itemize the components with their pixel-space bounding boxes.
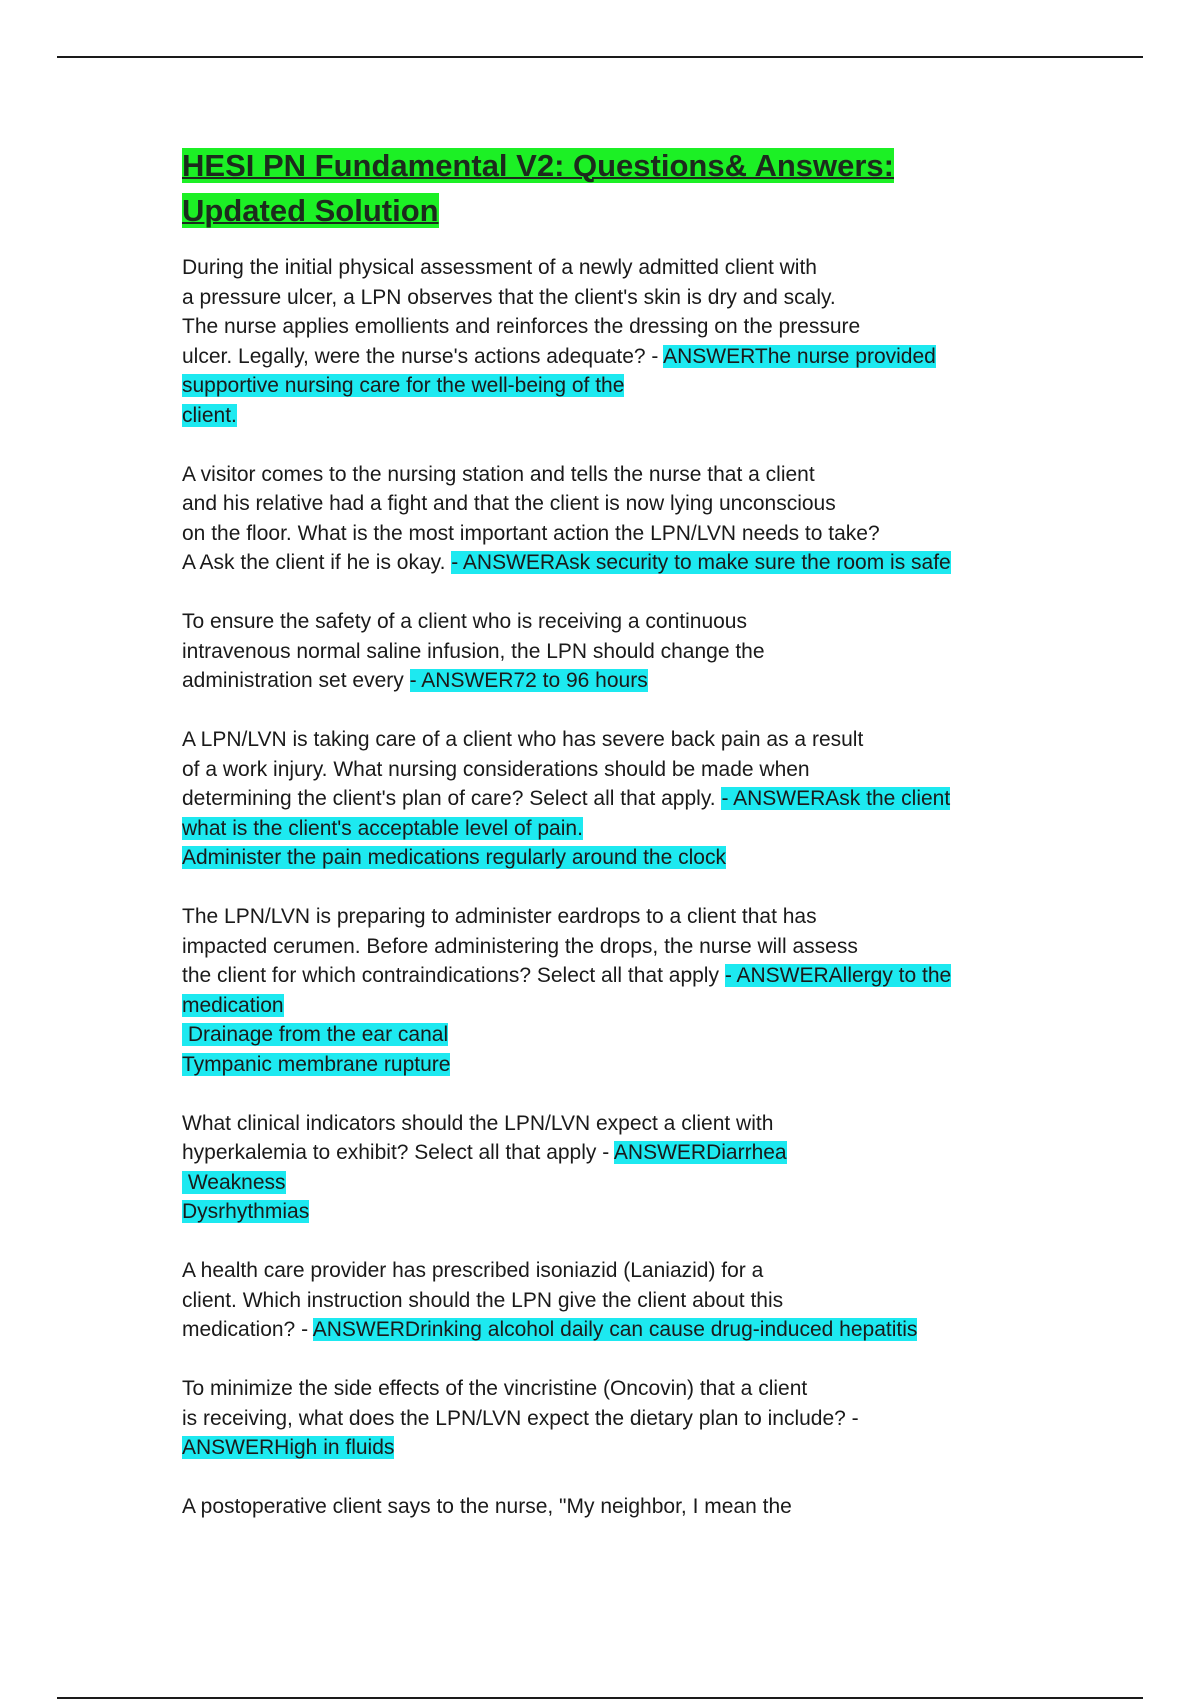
answer-text: Tympanic membrane rupture: [182, 1052, 451, 1076]
question-text: To ensure the safety of a client who is receiving a continuous: [182, 610, 747, 633]
qa-line: [182, 1315, 1032, 1345]
answer-text: - ANSWERAsk the client: [721, 787, 951, 810]
qa-line: [182, 902, 1032, 932]
question-text: A postoperative client says to the nurse, "My neighbor, I mean the: [182, 1495, 792, 1518]
qa-line: [182, 814, 1032, 844]
question-text: and his relative had a fight and that the client is now lying unconscious: [182, 492, 836, 515]
qa-line: [182, 1404, 1032, 1434]
question-text: The LPN/LVN is preparing to administer eardrops to a client that has: [182, 905, 817, 928]
qa-line: [182, 1138, 1032, 1168]
question-text: intravenous normal saline infusion, the LPN should change the: [182, 639, 765, 663]
question-text: What clinical indicators should the LPN/LVN expect a client with: [182, 1111, 774, 1135]
question-text: hyperkalemia to exhibit? Select all that apply -: [182, 1141, 614, 1164]
question-text: the client for which contraindications? Select all that apply: [182, 964, 725, 987]
qa-line: [182, 1020, 1032, 1050]
qa-line: [182, 1109, 1032, 1139]
bottom-rule: [57, 1697, 1143, 1699]
answer-text: ANSWERDrinking alcohol daily can cause drug-induced hepatitis: [312, 1318, 918, 1341]
question-text: on the floor. What is the most important action the LPN/LVN needs to take?: [182, 521, 880, 545]
qa-item: [182, 1374, 1032, 1463]
qa-line: [182, 1492, 1032, 1522]
qa-line: [182, 755, 1032, 785]
qa-line: [182, 1168, 1032, 1198]
question-text: To minimize the side effects of the vincristine (Oncovin) that a client: [182, 1377, 808, 1400]
answer-text: client.: [182, 403, 237, 427]
qa-line: [182, 342, 1032, 372]
title-line-2: Updated Solution: [182, 193, 439, 228]
qa-line: [182, 784, 1032, 814]
qa-line: [182, 843, 1032, 873]
qa-line: [182, 607, 1032, 637]
qa-line: [182, 460, 1032, 490]
qa-line: [182, 1374, 1032, 1404]
question-text: client. Which instruction should the LPN give the client about this: [182, 1288, 784, 1312]
answer-text: medication: [182, 993, 284, 1017]
qa-line: [182, 548, 1032, 578]
question-text: administration set every: [182, 669, 410, 692]
answer-text: ANSWERThe nurse provided: [663, 344, 936, 368]
qa-line: [182, 1050, 1032, 1080]
question-text: medication? -: [182, 1318, 313, 1341]
qa-line: [182, 991, 1032, 1021]
qa-item: [182, 607, 1032, 696]
qa-line: [182, 1197, 1032, 1227]
top-rule: [57, 56, 1143, 58]
qa-line: [182, 932, 1032, 962]
question-text: A health care provider has prescribed isoniazid (Laniazid) for a: [182, 1259, 764, 1282]
question-text: of a work injury. What nursing considerations should be made when: [182, 757, 810, 781]
qa-line: [182, 283, 1032, 313]
answer-text: supportive nursing care for the well-being of the: [182, 374, 625, 397]
qa-line: [182, 666, 1032, 696]
qa-item: [182, 253, 1032, 430]
qa-line: [182, 519, 1032, 549]
answer-text: Drainage from the ear canal: [182, 1023, 449, 1046]
answer-text: ANSWERHigh in fluids: [182, 1436, 395, 1459]
qa-line: [182, 489, 1032, 519]
qa-item: [182, 725, 1032, 873]
answer-text: - ANSWERAsk security to make sure the room is safe: [451, 551, 951, 574]
title-line-1: HESI PN Fundamental V2: Questions& Answers:: [182, 148, 894, 183]
qa-line: [182, 961, 1032, 991]
qa-line: [182, 312, 1032, 342]
question-text: ulcer. Legally, were the nurse's actions adequate? -: [182, 344, 664, 368]
qa-line: [182, 1286, 1032, 1316]
qa-item: [182, 902, 1032, 1079]
answer-text: Administer the pain medications regularly around the clock: [182, 846, 726, 869]
question-text: A visitor comes to the nursing station and tells the nurse that a client: [182, 462, 815, 486]
document-page: [182, 143, 1032, 1551]
question-text: a pressure ulcer, a LPN observes that the client's skin is dry and scaly.: [182, 285, 836, 309]
qa-line: [182, 1256, 1032, 1286]
answer-text: - ANSWER72 to 96 hours: [409, 669, 648, 692]
qa-item: [182, 1492, 1032, 1522]
answer-text: Dysrhythmias: [182, 1200, 310, 1223]
question-text: The nurse applies emollients and reinforces the dressing on the pressure: [182, 315, 861, 338]
question-text: determining the client's plan of care? Select all that apply.: [182, 787, 722, 810]
qa-line: [182, 253, 1032, 283]
qa-item: [182, 460, 1032, 578]
answer-text: - ANSWERAllergy to the: [724, 964, 952, 987]
question-answer-list: [182, 253, 1032, 1522]
qa-line: [182, 725, 1032, 755]
qa-line: [182, 1433, 1032, 1463]
question-text: A LPN/LVN is taking care of a client who has severe back pain as a result: [182, 728, 864, 751]
answer-text: Weakness: [182, 1170, 286, 1194]
answer-text: ANSWERDiarrhea: [613, 1141, 787, 1164]
qa-item: [182, 1109, 1032, 1227]
document-title: [182, 143, 1032, 233]
qa-item: [182, 1256, 1032, 1345]
question-text: During the initial physical assessment of a newly admitted client with: [182, 256, 817, 279]
question-text: is receiving, what does the LPN/LVN expect the dietary plan to include? -: [182, 1406, 859, 1430]
qa-line: [182, 637, 1032, 667]
qa-line: [182, 371, 1032, 401]
qa-line: [182, 401, 1032, 431]
question-text: impacted cerumen. Before administering the drops, the nurse will assess: [182, 934, 858, 958]
question-text: A Ask the client if he is okay.: [182, 551, 452, 574]
answer-text: what is the client's acceptable level of pain.: [182, 816, 583, 840]
